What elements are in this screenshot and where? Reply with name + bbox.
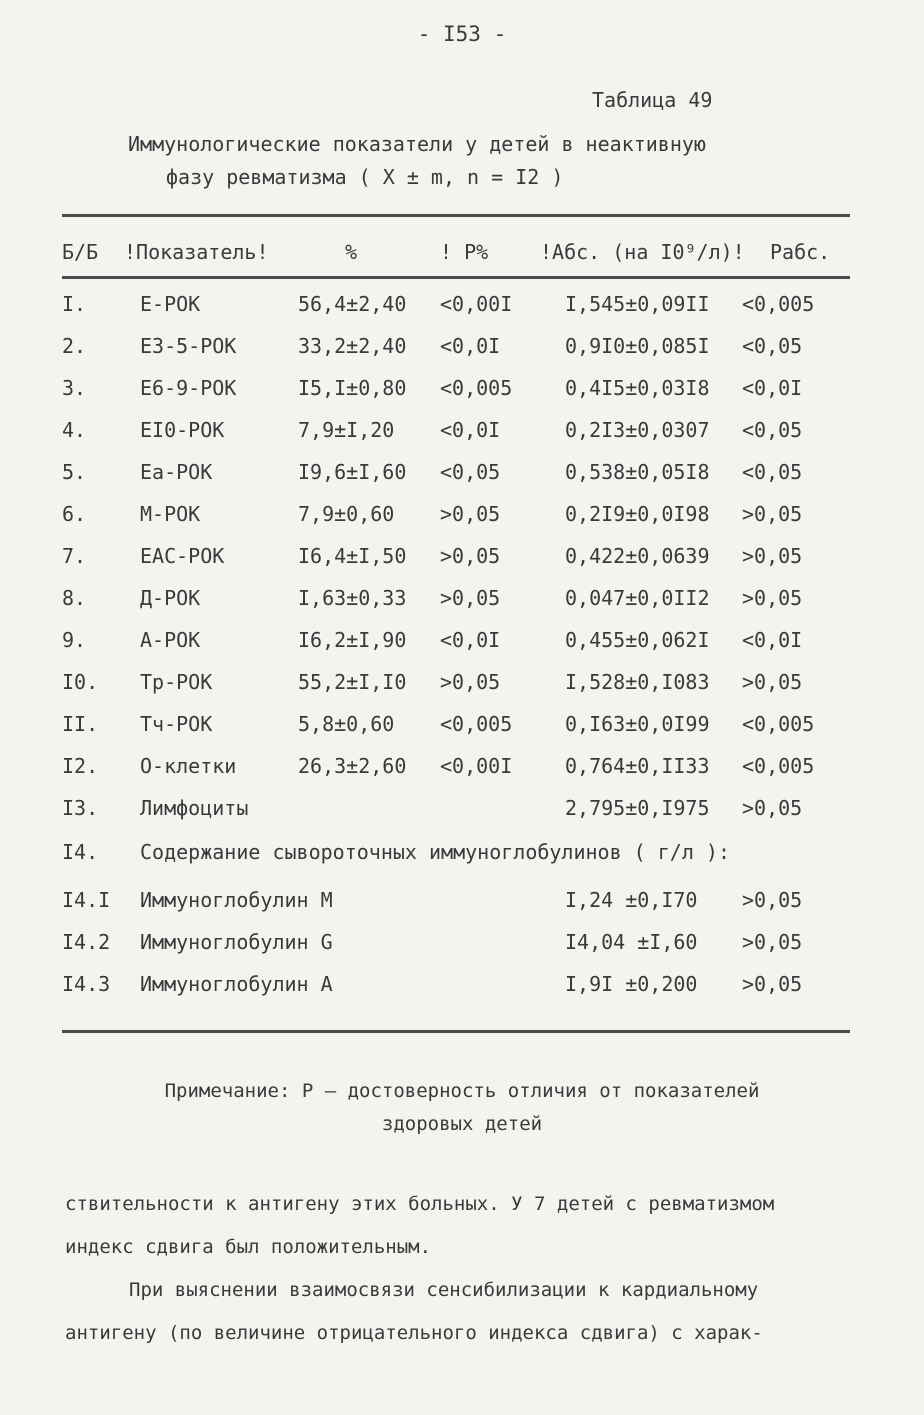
table-caption — [128, 128, 706, 194]
table-row — [0, 334, 924, 374]
table-row — [0, 586, 924, 626]
header-abs: !Абс. (на I0⁹/л)! — [540, 240, 745, 264]
row-indicator: E3-5-РОК — [140, 334, 237, 358]
row-indicator: M-РОК — [140, 502, 201, 526]
row-percent: 33,2±2,40 — [298, 334, 407, 358]
caption-line-2: фазу ревматизма ( X ± m, n = I2 ) — [166, 165, 564, 189]
row-number: 7. — [62, 544, 87, 568]
row-p-abs: >0,05 — [742, 586, 803, 610]
ig-row-indicator: Иммуноглобулин G — [140, 930, 333, 954]
row-abs: 0,4I5±0,03I8 — [565, 376, 710, 400]
ig-row-number: I4.3 — [62, 972, 111, 996]
row-percent: 7,9±I,20 — [298, 418, 395, 442]
caption-line-1: Иммунологические показатели у детей в неактивную — [128, 132, 706, 156]
ig-row — [0, 888, 924, 928]
table-note — [0, 1075, 924, 1141]
row-number: 9. — [62, 628, 87, 652]
row-percent: 55,2±I,I0 — [298, 670, 407, 694]
ig-row-p-abs: >0,05 — [742, 972, 803, 996]
row-number: I2. — [62, 754, 99, 778]
ig-row-abs: I4,04 ±I,60 — [565, 930, 698, 954]
row-abs: 0,764±0,II33 — [565, 754, 710, 778]
row-p-abs: <0,005 — [742, 754, 815, 778]
ig-row-abs: I,9I ±0,200 — [565, 972, 698, 996]
body-line-4: антигену (по величине отрицательного индекса сдвига) с харак- — [65, 1322, 763, 1344]
row-abs: 0,2I9±0,0I98 — [565, 502, 710, 526]
row-indicator: E-РОК — [140, 292, 201, 316]
header-p-percent: ! P% — [440, 240, 489, 264]
body-text — [65, 1183, 774, 1355]
row-p-percent: <0,0I — [440, 628, 501, 652]
row-indicator: Ea-РОК — [140, 460, 213, 484]
row-abs: 0,2I3±0,0307 — [565, 418, 710, 442]
table-row — [0, 376, 924, 416]
row-p-percent: >0,05 — [440, 670, 501, 694]
row-percent: I,63±0,33 — [298, 586, 407, 610]
row-p-percent: <0,005 — [440, 712, 513, 736]
row-indicator: Tч-РОК — [140, 712, 213, 736]
row-percent: 56,4±2,40 — [298, 292, 407, 316]
table-bottom-rule — [62, 1030, 850, 1033]
row-p-abs: >0,05 — [742, 544, 803, 568]
ig-row — [0, 930, 924, 970]
ig-row-indicator: Иммуноглобулин A — [140, 972, 333, 996]
table-row — [0, 544, 924, 584]
row-number: 8. — [62, 586, 87, 610]
body-line-2: индекс сдвига был положительным. — [65, 1236, 432, 1258]
row-p-abs: <0,05 — [742, 334, 803, 358]
section-14-row — [0, 840, 924, 880]
section-14-number: I4. — [62, 840, 99, 864]
row-abs: 0,047±0,0II2 — [565, 586, 710, 610]
row-number: I3. — [62, 796, 99, 820]
table-row — [0, 502, 924, 542]
row-indicator: Лимфоциты — [140, 796, 249, 820]
note-line-1: Примечание: P – достоверность отличия от показателей — [164, 1080, 760, 1102]
ig-row — [0, 972, 924, 1012]
row-number: 5. — [62, 460, 87, 484]
row-abs: 2,795±0,I975 — [565, 796, 710, 820]
row-p-abs: <0,05 — [742, 418, 803, 442]
row-abs: 0,I63±0,0I99 — [565, 712, 710, 736]
row-p-abs: <0,0I — [742, 376, 803, 400]
ig-row-indicator: Иммуноглобулин M — [140, 888, 333, 912]
row-percent: 5,8±0,60 — [298, 712, 395, 736]
row-indicator: E6-9-РОК — [140, 376, 237, 400]
section-14-text: Содержание сывороточных иммуноглобулинов ( г/л ): — [140, 840, 731, 864]
row-abs: 0,538±0,05I8 — [565, 460, 710, 484]
row-p-percent: >0,05 — [440, 586, 501, 610]
table-header — [0, 240, 924, 280]
row-indicator: A-РОК — [140, 628, 201, 652]
row-indicator: Д-РОК — [140, 586, 201, 610]
row-abs: 0,9I0±0,085I — [565, 334, 710, 358]
table-row — [0, 418, 924, 458]
table-row — [0, 796, 924, 836]
ig-row-abs: I,24 ±0,I70 — [565, 888, 698, 912]
row-p-abs: >0,05 — [742, 796, 803, 820]
row-percent: I5,I±0,80 — [298, 376, 407, 400]
row-number: 4. — [62, 418, 87, 442]
body-line-3: При выяснении взаимосвязи сенсибилизации к кардиальному — [129, 1279, 759, 1301]
row-number: 6. — [62, 502, 87, 526]
row-abs: 0,455±0,062I — [565, 628, 710, 652]
table-row — [0, 670, 924, 710]
row-number: 3. — [62, 376, 87, 400]
table-row — [0, 754, 924, 794]
note-line-2: здоровых детей — [381, 1113, 543, 1135]
table-row — [0, 628, 924, 668]
row-p-abs: <0,005 — [742, 712, 815, 736]
table-row — [0, 712, 924, 752]
row-p-abs: <0,05 — [742, 460, 803, 484]
row-indicator: Tр-РОК — [140, 670, 213, 694]
row-p-abs: <0,005 — [742, 292, 815, 316]
row-percent: 7,9±0,60 — [298, 502, 395, 526]
header-num: Б/Б — [62, 240, 99, 264]
row-p-abs: >0,05 — [742, 670, 803, 694]
row-number: I. — [62, 292, 87, 316]
table-label: Таблица 49 — [592, 88, 713, 112]
row-abs: I,545±0,09II — [565, 292, 710, 316]
row-indicator: O-клетки — [140, 754, 237, 778]
row-number: II. — [62, 712, 99, 736]
row-p-abs: >0,05 — [742, 502, 803, 526]
row-percent: I9,6±I,60 — [298, 460, 407, 484]
row-p-percent: <0,0I — [440, 418, 501, 442]
row-p-abs: <0,0I — [742, 628, 803, 652]
row-abs: I,528±0,I083 — [565, 670, 710, 694]
row-percent: I6,2±I,90 — [298, 628, 407, 652]
row-percent: 26,3±2,60 — [298, 754, 407, 778]
row-indicator: EI0-РОК — [140, 418, 225, 442]
row-p-percent: <0,05 — [440, 460, 501, 484]
row-p-percent: >0,05 — [440, 502, 501, 526]
ig-row-number: I4.2 — [62, 930, 111, 954]
row-number: I0. — [62, 670, 99, 694]
header-percent: % — [345, 240, 358, 264]
row-p-percent: >0,05 — [440, 544, 501, 568]
body-line-1: ствительности к антигену этих больных. У 7 детей с ревматизмом — [65, 1193, 775, 1215]
row-p-percent: <0,0I — [440, 334, 501, 358]
table-top-rule — [62, 214, 850, 217]
row-p-percent: <0,005 — [440, 376, 513, 400]
row-indicator: EAC-РОК — [140, 544, 225, 568]
row-number: 2. — [62, 334, 87, 358]
ig-row-p-abs: >0,05 — [742, 930, 803, 954]
row-p-percent: <0,00I — [440, 754, 513, 778]
row-percent: I6,4±I,50 — [298, 544, 407, 568]
header-indicator: !Показатель! — [124, 240, 269, 264]
row-p-percent: <0,00I — [440, 292, 513, 316]
table-header-rule — [62, 276, 850, 279]
table-row — [0, 460, 924, 500]
ig-row-p-abs: >0,05 — [742, 888, 803, 912]
ig-row-number: I4.I — [62, 888, 111, 912]
row-abs: 0,422±0,0639 — [565, 544, 710, 568]
table-row — [0, 292, 924, 332]
header-p-abs: Pабс. — [770, 240, 831, 264]
page-number: - I53 - — [417, 22, 507, 46]
